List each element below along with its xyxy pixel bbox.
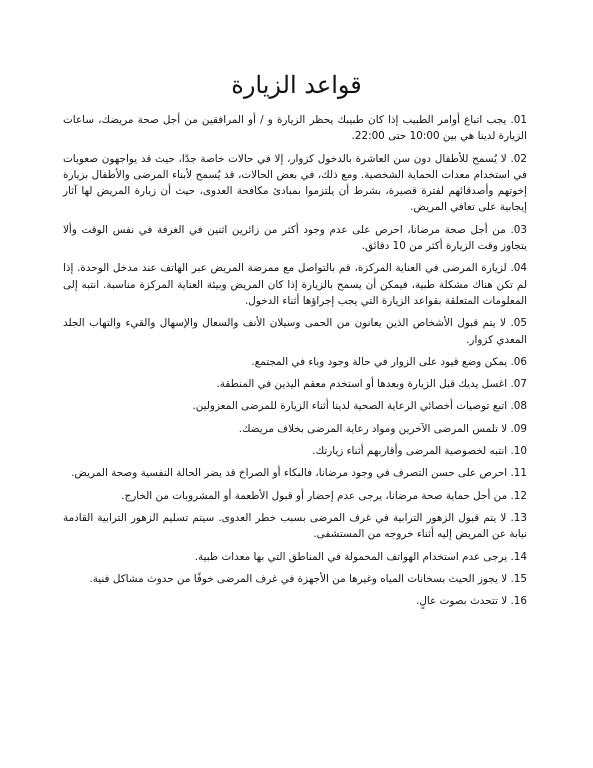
rule-text: من أجل صحة مرضانا، احرص على عدم وجود أكثر من زائرين اثنين في الغرفة في نفس الوقت وألا يتجاوز وقت الزيارة أكثر من 10 دقائق.: [63, 223, 527, 253]
rule-number: 10.: [510, 445, 527, 458]
rule-text: يمكن وضع قيود على الزوار في حالة وجود وباء في المجتمع.: [251, 355, 508, 368]
list-item: [63, 593, 527, 609]
rule-text: احرص على حسن التصرف في وجود مرضانا، فالبكاء أو الصراخ قد يضر الحالة النفسية وصحة المريض.: [71, 467, 508, 480]
rule-number: 14.: [510, 550, 527, 563]
rule-text: يجب اتباع أوامر الطبيب إذا كان طبيبك يحظر الزيارة و / أو المرافقين من أجل صحة مريضك، ساعات الزيارة لدينا هي بين 10:00 حتى 22:00.: [63, 114, 527, 143]
rule-number: 01.: [510, 114, 527, 126]
list-item: [63, 354, 527, 370]
rule-text: اغسل يديك قبل الزيارة وبعدها أو استخدم معقم اليدين في المنطقة.: [216, 378, 508, 391]
rule-number: 08.: [510, 400, 527, 413]
rule-number: 16.: [510, 595, 527, 608]
rule-number: 13.: [510, 511, 527, 524]
rule-text: من أجل حماية صحة مرضانا، يرجى عدم إحضار أو قبول الأطعمة أو المشروبات من الخارج.: [121, 489, 508, 502]
rule-text: لا يُسمح للأطفال دون سن العاشرة بالدخول كزوار، إلا في حالات خاصة جدًا، حيث قد يواجهون صعوبات في استخدام معدات الحماية الشخصية. ومع ذلك، في بعض الحالات، قد يُسمح لأبناء المرضى والأطفال بزيارة إخوتهم وأصدقائهم لفترة قصيرة، بشرط أن يلتزموا بمبادئ مكافحة العدوى، حيث أن زيارة المريض لها آثار إيجابية على تعافي المريض.: [63, 152, 527, 214]
list-item: [63, 465, 527, 481]
rule-text: لا يجوز الحيث بسخانات المياه وغيرها من الأجهزة في غرف المرضى خوفًا من حدوث مشاكل فنية.: [89, 572, 508, 585]
rule-number: 11.: [510, 467, 527, 480]
list-item: [63, 549, 527, 565]
rule-number: 05.: [510, 317, 527, 330]
list-item: [63, 315, 527, 348]
rule-text: لا تلمس المرضى الآخرين ومواد رعاية المرضى بخلاف مريضك.: [238, 422, 508, 435]
rule-text: انتبه لخصوصية المرضى وأقاربهم أثناء زيارتك.: [312, 445, 508, 458]
rule-number: 07.: [510, 378, 527, 391]
list-item: [63, 398, 527, 414]
list-item: [63, 421, 527, 437]
rule-text: لا يتم قبول الأشخاص الذين يعانون من الحمى وسيلان الأنف والسعال والإسهال والقيء والتهاب الجلد المعدي كزوار.: [63, 317, 527, 346]
rule-text: لا يتم قبول الزهور الترابية في غرف المرضى بسبب خطر العدوى. سيتم تسليم الزهور الترابية القادمة نيابة عن المريض إليه أثناء خروجه من المستشفى.: [63, 511, 527, 541]
list-item: [63, 222, 527, 255]
list-item: [63, 112, 527, 145]
rule-number: 03.: [510, 223, 527, 236]
rule-text: لزيارة المرضى في العناية المركزة، قم بالتواصل مع ممرضة المريض عبر الهاتف عند مدخل الوحدة. إذا لم تكن هناك مشكلة طبية، فيمكن أن يسمح بالزيارة إذا كان المريض وبيئة العناية المركزة مناسبة. انتبه إلى المعلومات المتعلقة بقواعد الزيارة التي يجب إجراؤها أثناء الدخول.: [63, 262, 527, 307]
rule-number: 09.: [510, 422, 527, 435]
rule-number: 12.: [510, 489, 527, 502]
list-item: [63, 571, 527, 587]
list-item: [63, 488, 527, 504]
list-item: [63, 151, 527, 216]
page-title: قواعد الزيارة: [231, 71, 362, 99]
rule-number: 04.: [510, 262, 527, 275]
rule-number: 15.: [510, 572, 527, 585]
rule-number: 06.: [510, 355, 527, 368]
list-item: [63, 510, 527, 543]
list-item: [63, 376, 527, 392]
rule-text: يرجى عدم استخدام الهواتف المحمولة في المناطق التي بها معدات طبية.: [194, 550, 508, 563]
list-item: [63, 443, 527, 459]
rule-text: لا تتحدث بصوت عالٍ.: [416, 595, 508, 608]
rule-text: اتبع توصيات أخصائي الرعاية الصحية لدينا أثناء الزيارة للمرضى المعزولين.: [192, 400, 508, 413]
list-item: [63, 260, 527, 309]
rule-number: 02.: [510, 152, 527, 165]
rules-list: [63, 112, 527, 615]
